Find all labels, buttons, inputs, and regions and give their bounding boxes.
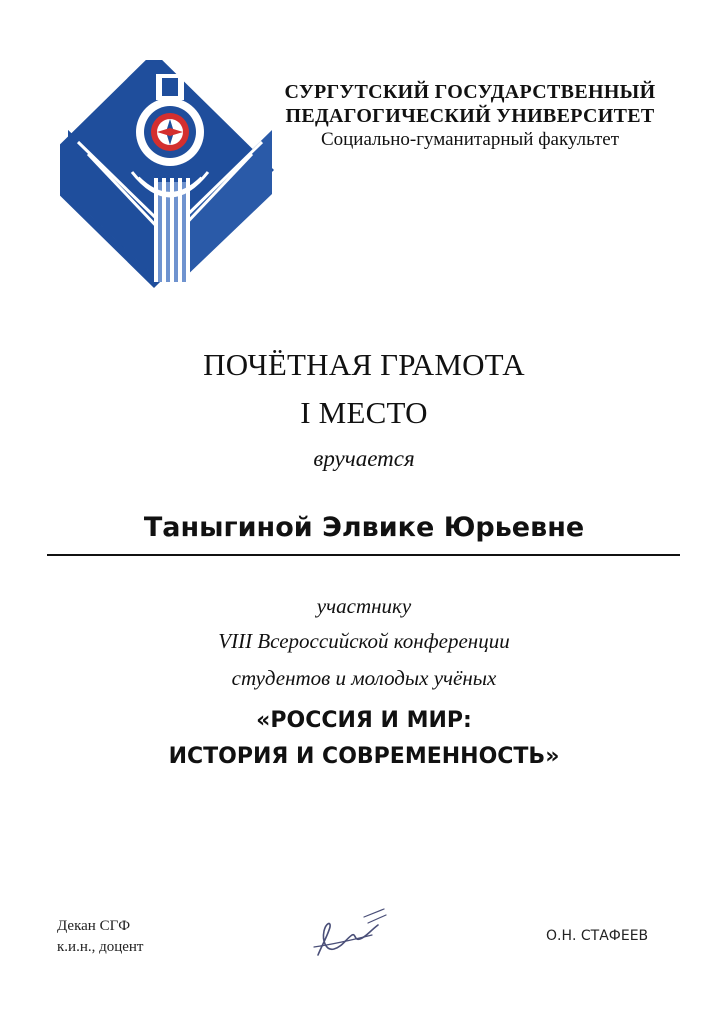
description-line2: VIII Всероссийской конференции (218, 629, 510, 653)
recipient-underline (47, 554, 680, 556)
certificate-title: ПОЧЁТНАЯ ГРАМОТА (203, 347, 525, 382)
signatory-position-line1: Декан СГФ (57, 918, 131, 934)
awarded-to-label: вручается (313, 446, 415, 471)
university-header (280, 80, 660, 152)
conference-title-line2: ИСТОРИЯ И СОВРЕМЕННОСТЬ» (168, 744, 560, 769)
signatory-position (57, 916, 144, 958)
university-name-line1: СУРГУТСКИЙ ГОСУДАРСТВЕННЫЙ (284, 81, 656, 103)
certificate-place: I МЕСТО (300, 395, 428, 430)
faculty-name: Социально-гуманитарный факультет (320, 129, 620, 150)
recipient-name: Таныгиной Элвике Юрьевне (143, 512, 585, 543)
university-name-line2: ПЕДАГОГИЧЕСКИЙ УНИВЕРСИТЕТ (285, 105, 655, 127)
signatory-position-line2: к.и.н., доцент (57, 939, 144, 955)
description-line1: участнику (316, 594, 412, 618)
handwritten-signature (308, 905, 390, 965)
university-logo-icon (60, 60, 280, 290)
description-line3: студентов и молодых учёных (231, 666, 497, 690)
conference-title-line1: «РОССИЯ И МИР: (256, 708, 472, 733)
signatory-name: О.Н. СТАФЕЕВ (546, 928, 649, 944)
